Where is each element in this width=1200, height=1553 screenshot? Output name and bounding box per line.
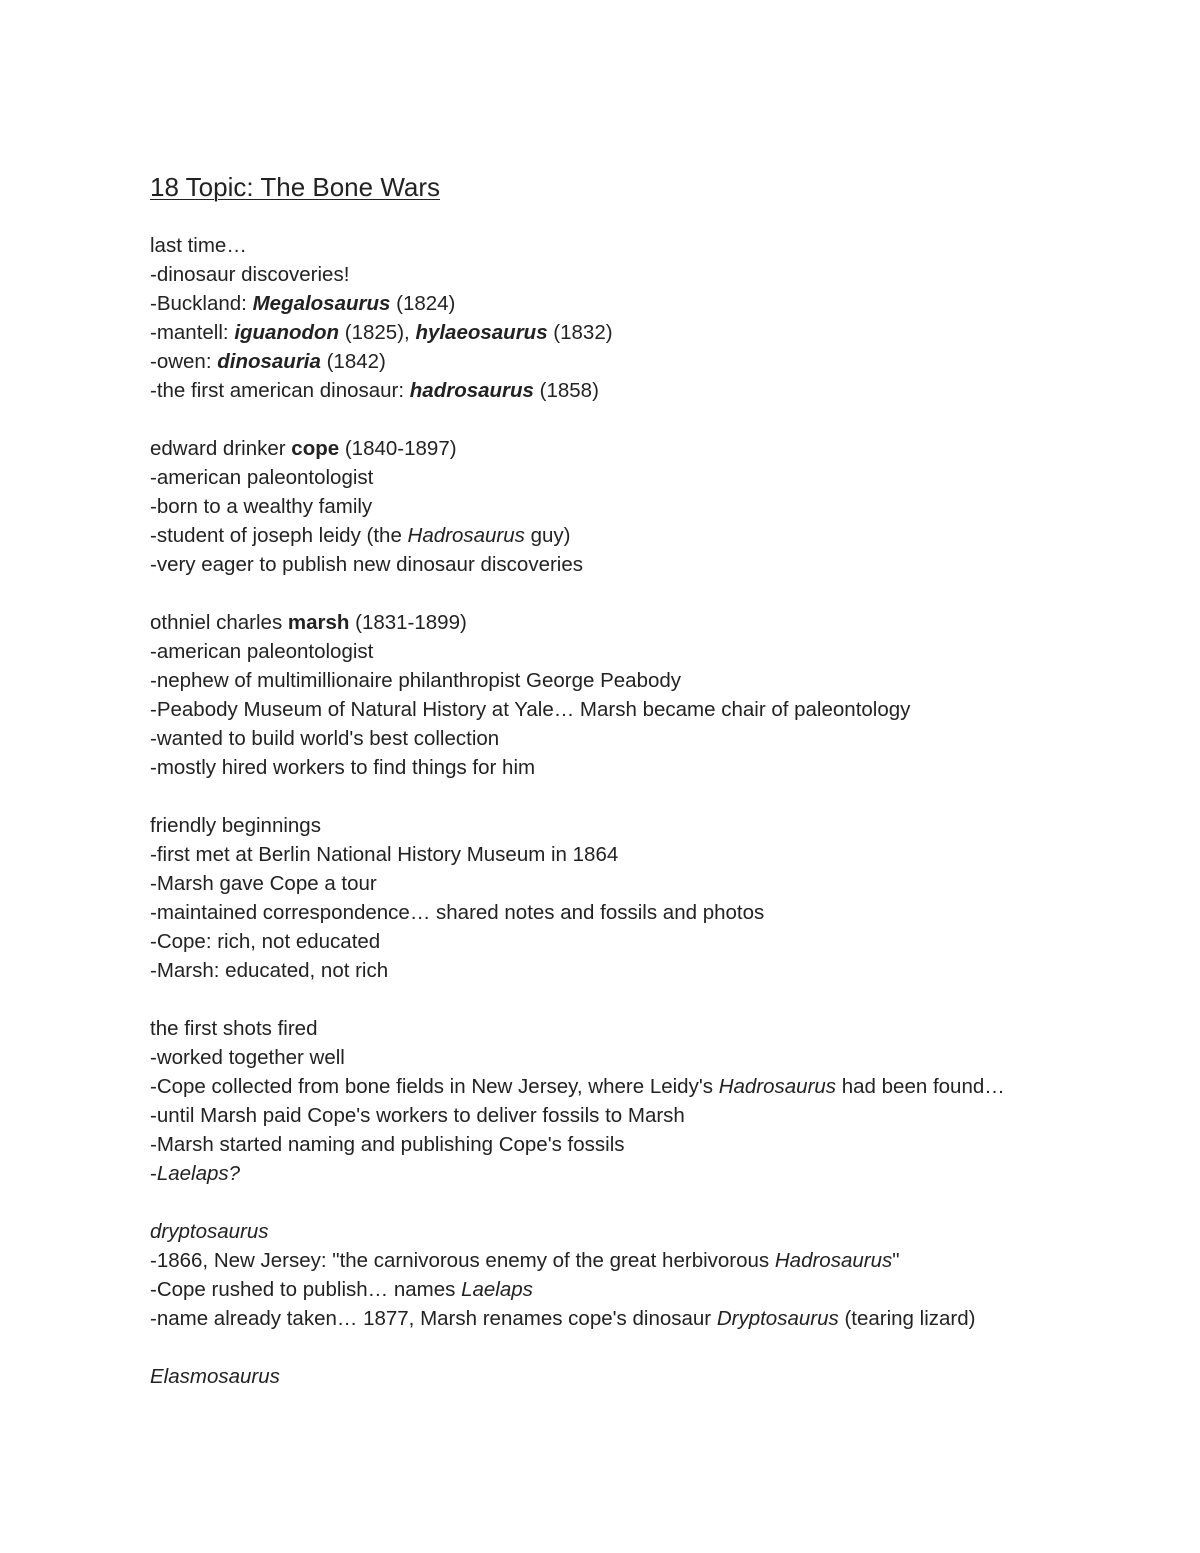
- taxon-name: Laelaps: [461, 1278, 533, 1301]
- taxon-name: Hadrosaurus: [407, 524, 525, 547]
- section-heading: last time…: [150, 234, 247, 257]
- page-title: 18 Topic: The Bone Wars: [150, 172, 441, 202]
- note-text: (1831-1899): [349, 611, 467, 634]
- blank-line: [150, 405, 1050, 434]
- section-cope: [150, 434, 1050, 579]
- note-text: -owen:: [150, 350, 218, 373]
- note-text: -1866, New Jersey: "the carnivorous enemy of the great herbivorous: [150, 1249, 775, 1272]
- note-line: [150, 1275, 1050, 1304]
- note-line: -Cope: rich, not educated: [150, 930, 381, 953]
- section-first-shots-fired: [150, 1014, 1050, 1188]
- note-line: -mostly hired workers to find things for him: [150, 756, 536, 779]
- note-text: (tearing lizard): [838, 1307, 976, 1330]
- note-text: othniel charles: [150, 611, 288, 634]
- note-line: -Marsh started naming and publishing Cope's fossils: [150, 1133, 625, 1156]
- note-line: -Peabody Museum of Natural History at Yale… Marsh became chair of paleontology: [150, 698, 911, 721]
- blank-line: [150, 579, 1050, 608]
- note-line: [150, 1072, 1050, 1101]
- note-line: -dinosaur discoveries!: [150, 263, 350, 286]
- note-line: -maintained correspondence… shared notes and fossils and photos: [150, 901, 765, 924]
- note-text: (1842): [320, 350, 386, 373]
- section-friendly-beginnings: [150, 811, 1050, 985]
- note-line: [150, 376, 1050, 405]
- note-text: ": [892, 1249, 900, 1272]
- note-line: -Marsh: educated, not rich: [150, 959, 389, 982]
- section-heading: the first shots fired: [150, 1017, 318, 1040]
- note-text: -student of joseph leidy (the: [150, 524, 408, 547]
- taxon-name: Laelaps?: [156, 1162, 241, 1185]
- note-line: [150, 1304, 1050, 1333]
- note-text: -mantell:: [150, 321, 235, 344]
- note-line: -born to a wealthy family: [150, 495, 373, 518]
- blank-line: [150, 1333, 1050, 1362]
- person-name: marsh: [287, 611, 350, 634]
- note-line: -very eager to publish new dinosaur discoveries: [150, 553, 584, 576]
- blank-line: [150, 985, 1050, 1014]
- note-text: (1840-1897): [339, 437, 457, 460]
- section-heading: dryptosaurus: [150, 1220, 269, 1243]
- section-heading: [150, 608, 1050, 637]
- blank-line: [150, 782, 1050, 811]
- section-dryptosaurus: [150, 1217, 1050, 1333]
- section-heading: friendly beginnings: [150, 814, 321, 837]
- taxon-name: Dryptosaurus: [716, 1307, 839, 1330]
- taxon-name: dinosauria: [217, 350, 321, 373]
- note-line: -worked together well: [150, 1046, 345, 1069]
- note-line: -american paleontologist: [150, 466, 374, 489]
- taxon-name: Megalosaurus: [252, 292, 391, 315]
- blank-line: [150, 1188, 1050, 1217]
- section-elasmosaurus: [150, 1362, 1050, 1391]
- section-last-time: [150, 231, 1050, 405]
- taxon-name: hadrosaurus: [409, 379, 534, 402]
- note-text: -name already taken… 1877, Marsh renames cope's dinosaur: [150, 1307, 717, 1330]
- section-heading: [150, 434, 1050, 463]
- note-line: -until Marsh paid Cope's workers to deliver fossils to Marsh: [150, 1104, 685, 1127]
- note-line: -Marsh gave Cope a tour: [150, 872, 377, 895]
- note-text: edward drinker: [150, 437, 292, 460]
- note-text: guy): [524, 524, 571, 547]
- taxon-name: iguanodon: [234, 321, 340, 344]
- note-line: [150, 1159, 1050, 1188]
- note-text: (1825),: [339, 321, 416, 344]
- note-text: (1832): [547, 321, 613, 344]
- note-line: -nephew of multimillionaire philanthropist George Peabody: [150, 669, 682, 692]
- section-heading: Elasmosaurus: [150, 1365, 280, 1388]
- note-line: -first met at Berlin National History Museum in 1864: [150, 843, 619, 866]
- note-text: -Cope rushed to publish… names: [150, 1278, 462, 1301]
- taxon-name: Hadrosaurus: [774, 1249, 893, 1272]
- note-line: [150, 347, 1050, 376]
- note-text: -Cope collected from bone fields in New Jersey, where Leidy's: [150, 1075, 719, 1098]
- note-text: had been found…: [836, 1075, 1005, 1098]
- note-line: [150, 318, 1050, 347]
- note-text: (1824): [390, 292, 456, 315]
- note-line: -american paleontologist: [150, 640, 374, 663]
- person-name: cope: [291, 437, 340, 460]
- note-text: (1858): [533, 379, 599, 402]
- note-line: [150, 289, 1050, 318]
- section-marsh: [150, 608, 1050, 782]
- taxon-name: hylaeosaurus: [415, 321, 548, 344]
- note-text: -Buckland:: [150, 292, 253, 315]
- note-line: [150, 521, 1050, 550]
- taxon-name: Hadrosaurus: [718, 1075, 837, 1098]
- note-text: -: [150, 1162, 157, 1185]
- note-line: -wanted to build world's best collection: [150, 727, 500, 750]
- note-line: [150, 1246, 1050, 1275]
- notes-body: [150, 231, 1050, 1391]
- note-text: -the first american dinosaur:: [150, 379, 410, 402]
